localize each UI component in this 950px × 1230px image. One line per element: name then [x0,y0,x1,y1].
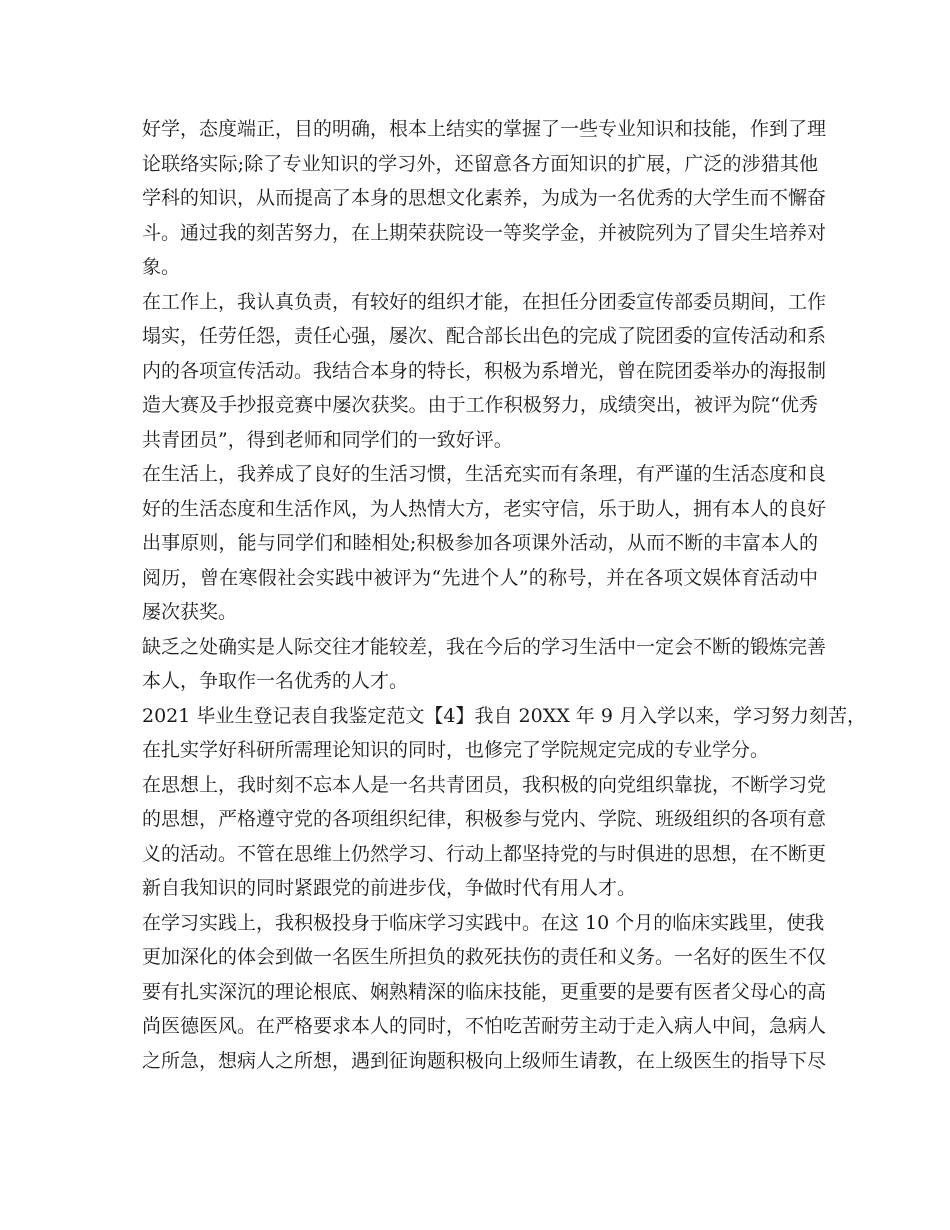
text-line: 在扎实学好科研所需理论知识的同时，也修完了学院规定完成的专业学分。 [142,739,770,761]
text-line: 之所急，想病人之所想，遇到征询题积极向上级师生请教，在上级医生的指导下尽 [142,1049,827,1072]
text-line: 尚医德医风。在严格要求本人的同时，不怕吃苦耐劳主动于走入病人中间，急病人 [142,1015,827,1037]
text-line: 更加深化的体会到做一名医生所担负的救死扶伤的责任和义务。一名好的医生不仅 [142,946,827,968]
text-line: 阅历，曾在寒假社会实践中被评为“先进个人”的称号，并在各项文娱体育活动中 [142,566,818,589]
text-line: 象。 [142,256,181,278]
text-line: 学科的知识，从而提高了本身的思想文化素养，为成为一名优秀的大学生而不懈奋 [142,187,827,209]
text-line: 出事原则，能与同学们和睦相处;积极参加各项课外活动，从而不断的丰富本人的 [142,532,818,554]
text-line: 本人，争取作一名优秀的人才。 [142,670,409,692]
text-line: 屡次获奖。 [142,601,238,623]
text-line: 2021 毕业生登记表自我鉴定范文【4】我自 20XX 年 9 月入学以来，学习努力刻苦， [142,704,866,727]
text-line: 好学，态度端正，目的明确，根本上结实的掌握了一些专业知识和技能，作到了理 [142,118,827,140]
text-line: 义的活动。不管在思维上仍然学习、行动上都坚持党的与时俱进的思想，在不断更 [142,842,827,865]
text-line: 缺乏之处确实是人际交往才能较差，我在今后的学习生活中一定会不断的锻炼完善 [142,635,827,658]
text-line: 塌实，任劳任怨，责任心强，屡次、配合部长出色的完成了院团委的宣传活动和系 [142,325,827,347]
text-line: 的思想，严格遵守党的各项组织纪律，积极参与党内、学院、班级组织的各项有意 [142,808,827,830]
text-line: 在工作上，我认真负责，有较好的组织才能，在担任分团委宣传部委员期间，工作 [142,290,827,313]
text-line: 好的生活态度和生活作风，为人热情大方，老实守信，乐于助人，拥有本人的良好 [142,497,827,520]
text-line: 新自我知识的同时紧跟党的前进步伐，争做时代有用人才。 [142,877,637,899]
body-text [142,112,866,1078]
text-line: 在生活上，我养成了良好的生活习惯，生活充实而有条理，有严谨的生活态度和良 [142,463,827,485]
text-line: 造大赛及手抄报竞赛中屡次获奖。由于工作积极努力，成绩突出，被评为院“优秀 [142,394,818,416]
text-line: 要有扎实深沉的理论根底、娴熟精深的临床技能，更重要的是要有医者父母心的高 [142,980,827,1003]
text-line: 论联络实际;除了专业知识的学习外，还留意各方面知识的扩展，广泛的涉猎其他 [142,152,818,175]
text-line: 共青团员”，得到老师和同学们的一致好评。 [142,428,513,451]
text-line: 在思想上，我时刻不忘本人是一名共青团员，我积极的向党组织靠拢，不断学习党 [142,773,827,796]
text-line: 内的各项宣传活动。我结合本身的特长，积极为系增光，曾在院团委举办的海报制 [142,359,827,382]
text-line: 斗。通过我的刻苦努力，在上期荣获院设一等奖学金，并被院列为了冒尖生培养对 [142,221,827,244]
text-line: 在学习实践上，我积极投身于临床学习实践中。在这 10 个月的临床实践里，使我 [142,911,825,934]
